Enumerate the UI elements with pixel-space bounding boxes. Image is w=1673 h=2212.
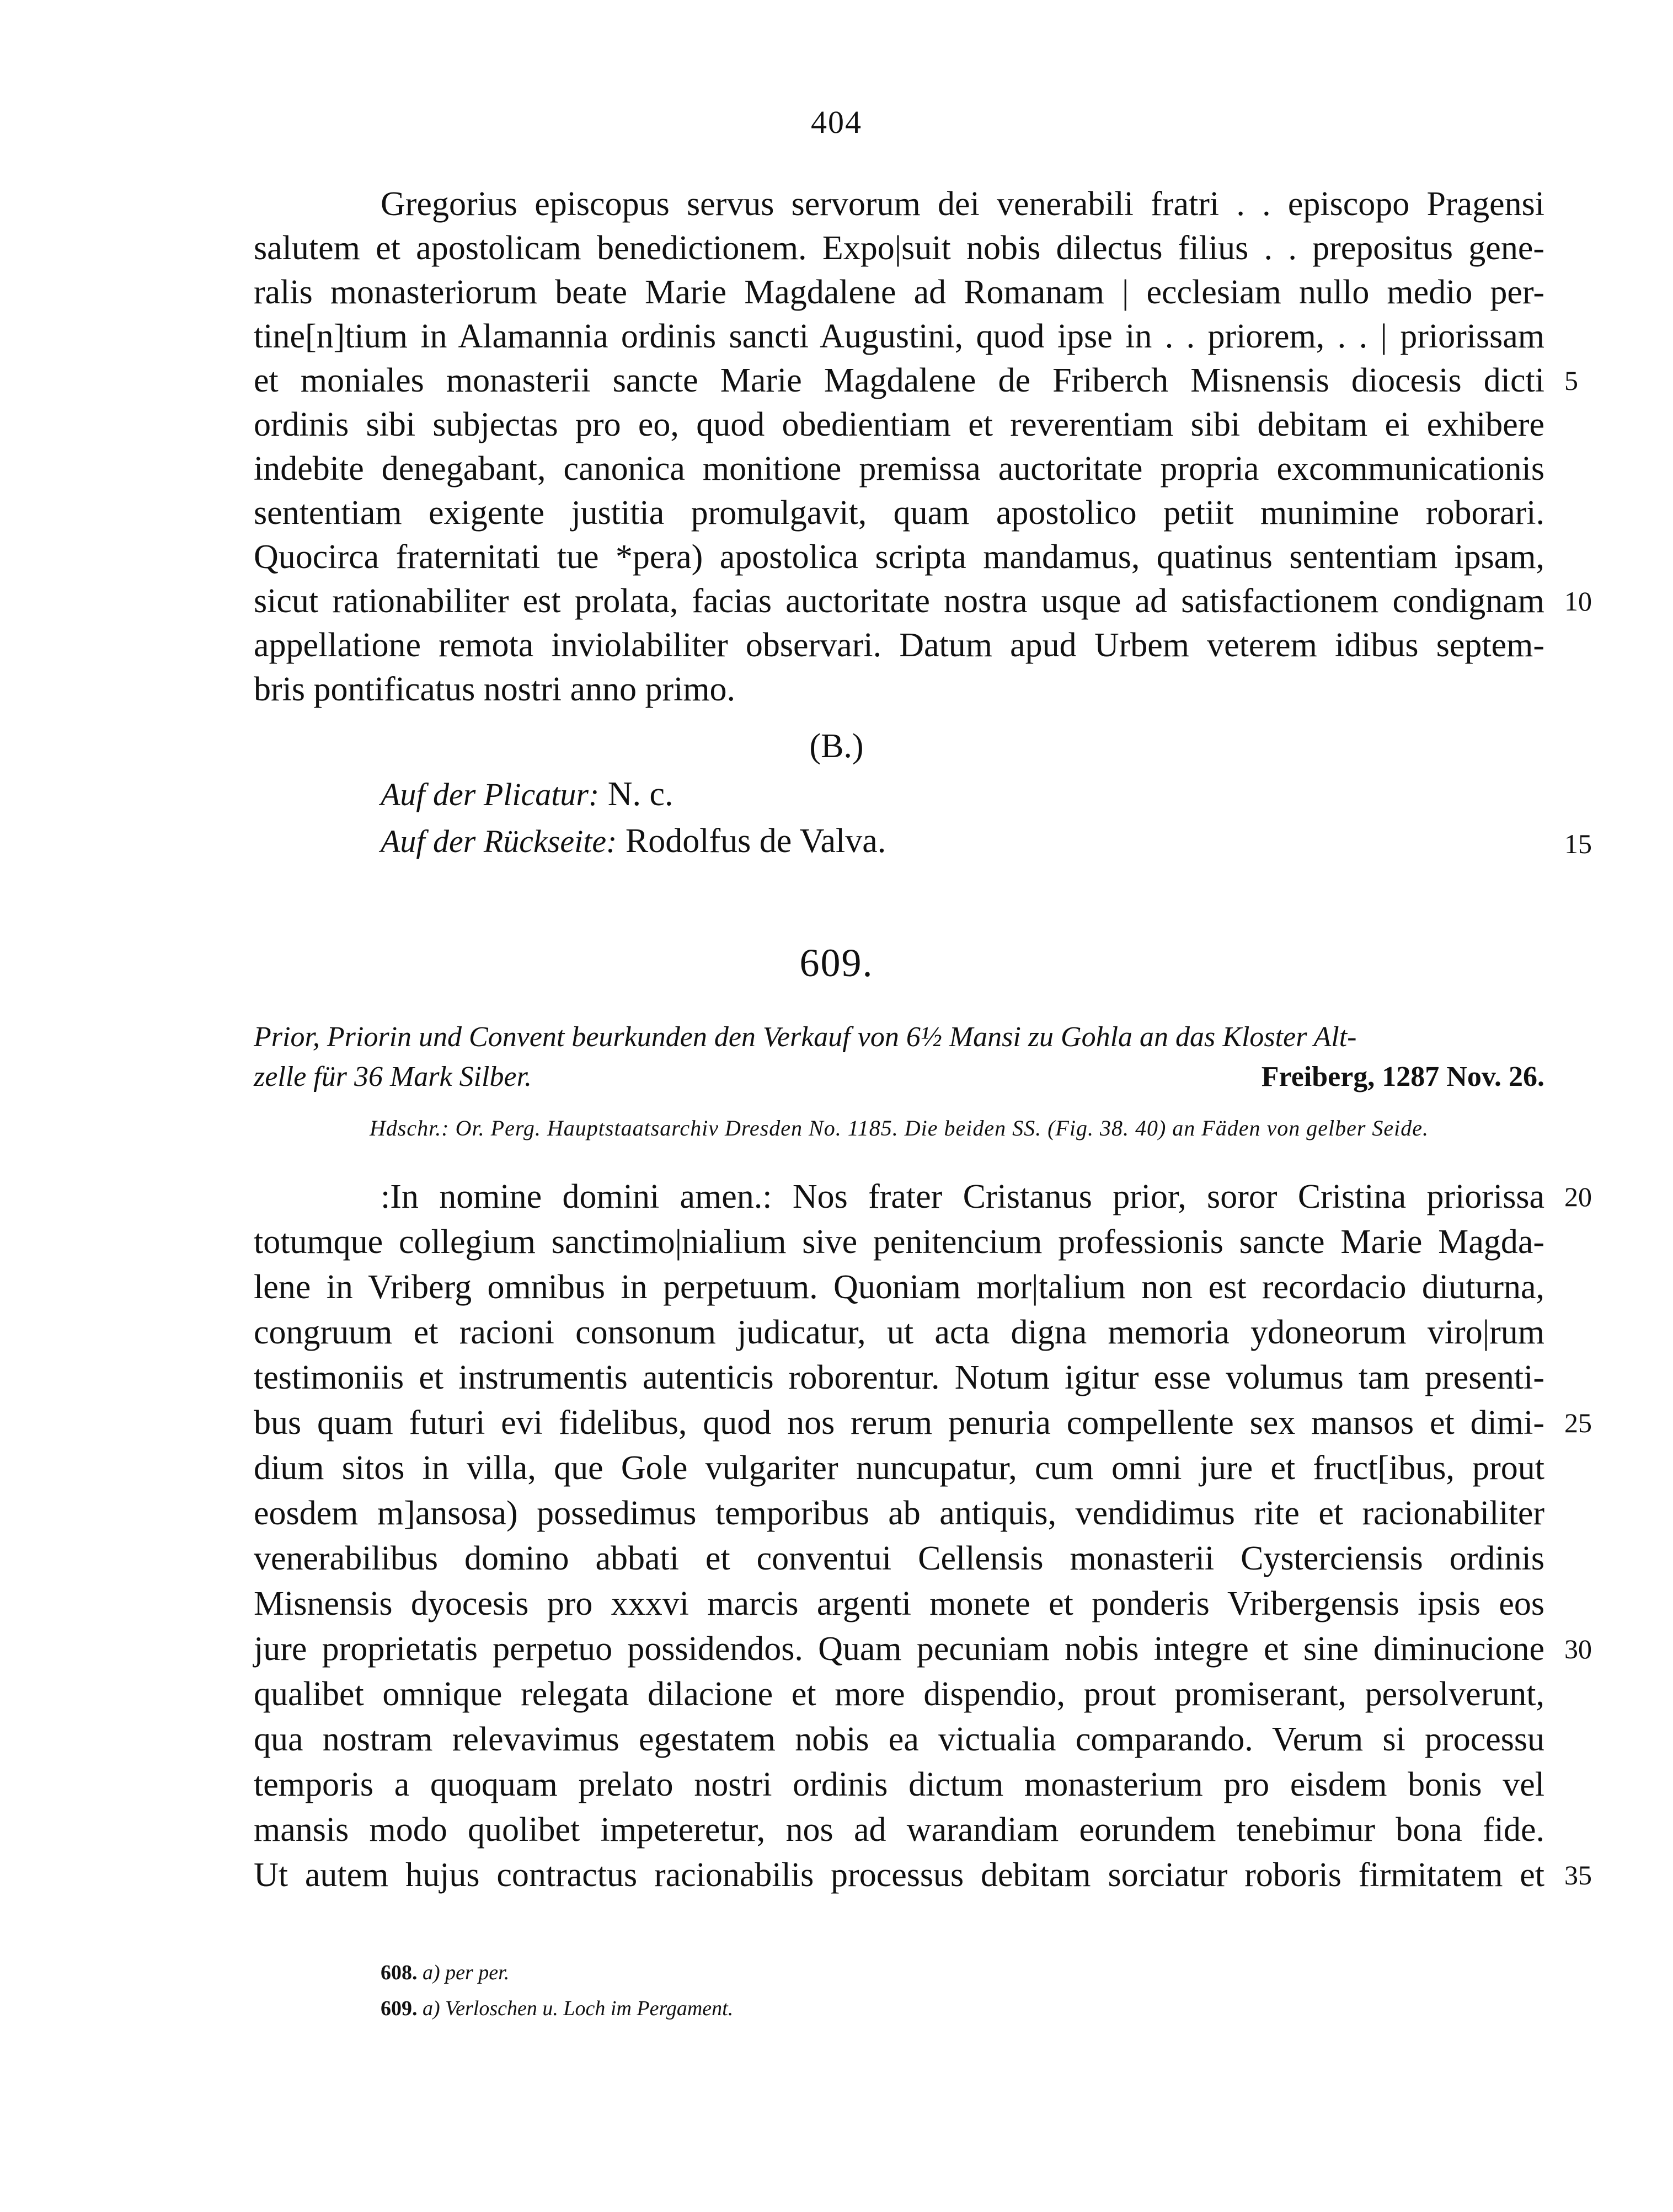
line-number: 5 xyxy=(1564,365,1578,396)
text-line: :In nomine domini amen.: Nos frater Cristanus prior, soror Cristina priorissa xyxy=(381,1178,1544,1215)
text-line: eosdem m]ansosa) possedimus temporibus ab antiquis, vendidimus rite et racionabiliter xyxy=(254,1495,1544,1532)
text-line: lene in Vriberg omnibus in perpetuum. Quoniam mor|talium non est recordacio diuturna, xyxy=(254,1268,1544,1306)
note-plicatur xyxy=(381,775,674,814)
footnote-text: a) per per. xyxy=(423,1961,510,1984)
text-line: congruum et racioni consonum judicatur, ut acta digna memoria ydoneorum viro|rum xyxy=(254,1314,1544,1351)
source-note: Hdschr.: Or. Perg. Hauptstaatsarchiv Dresden No. 1185. Die beiden SS. (Fig. 38. 40) an Fäden von gelber Seide. xyxy=(369,1116,1429,1140)
text-line: tine[n]tium in Alamannia ordinis sancti Augustini, quod ipse in . . priorem, . . | priorissam xyxy=(254,318,1544,355)
note-label: Auf der Plicatur: xyxy=(381,776,600,812)
regest xyxy=(254,1017,1544,1097)
text-line: sententiam exigente justitia promulgavit, quam apostolico petiit munimine roborari. xyxy=(254,494,1544,532)
text-line: temporis a quoquam prelato nostri ordinis dictum monasterium pro eisdem bonis vel xyxy=(254,1766,1544,1803)
text-line: totumque collegium sanctimo|nialium sive penitencium professionis sancte Marie Magda- xyxy=(254,1223,1544,1261)
text-line: Quocirca fraternitati tue *pera) apostolica scripta mandamus, quatinus sententiam ipsam, xyxy=(254,538,1544,576)
text-line: jure proprietatis perpetuo possidendos. Quam pecuniam nobis integre et sine diminucione xyxy=(254,1630,1544,1668)
footnote xyxy=(381,1996,733,2021)
line-number: 35 xyxy=(1564,1860,1592,1890)
place-date: Freiberg, 1287 Nov. 26. xyxy=(1261,1061,1544,1092)
text-line: Gregorius episcopus servus servorum dei venerabili fratri . . episcopo Pragensi xyxy=(381,185,1544,223)
text-line: Misnensis dyocesis pro xxxvi marcis argenti monete et ponderis Vribergensis ipsis eos xyxy=(254,1585,1544,1622)
text-line: venerabilibus domino abbati et conventui Cellensis monasterii Cysterciensis ordinis xyxy=(254,1540,1544,1577)
text-line: qua nostram relevavimus egestatem nobis ea victualia comparando. Verum si processu xyxy=(254,1721,1544,1758)
text-line: Ut autem hujus contractus racionabilis processus debitam sorciatur roboris firmitatem et xyxy=(254,1856,1544,1894)
note-text: N. c. xyxy=(607,775,674,813)
regest-line: Prior, Priorin und Convent beurkunden den Verkauf von 6½ Mansi zu Gohla an das Kloster Alt- xyxy=(254,1021,1357,1053)
footnote-number: 608. xyxy=(381,1961,418,1984)
text-line: salutem et apostolicam benedictionem. Expo|suit nobis dilectus filius . . prepositus gene- xyxy=(254,229,1544,267)
note-text: Rodolfus de Valva. xyxy=(625,822,886,860)
line-number: 15 xyxy=(1564,828,1592,859)
regest-line: zelle für 36 Mark Silber. xyxy=(254,1061,532,1092)
text-line: testimoniis et instrumentis autenticis roborentur. Notum igitur esse volumus tam presenti- xyxy=(254,1359,1544,1396)
footnote-text: a) Verloschen u. Loch im Pergament. xyxy=(423,1997,734,2020)
text-line: bus quam futuri evi fidelibus, quod nos rerum penuria compellente sex mansos et dimi- xyxy=(254,1404,1544,1442)
text-line: ralis monasteriorum beate Marie Magdalene ad Romanam | ecclesiam nullo medio per- xyxy=(254,274,1544,311)
line-number: 30 xyxy=(1564,1633,1592,1664)
text-line: ordinis sibi subjectas pro eo, quod obedientiam et reverentiam sibi debitam ei exhibere xyxy=(254,406,1544,443)
page-number: 404 xyxy=(811,104,862,140)
text-line: qualibet omnique relegata dilacione et more dispendio, prout promiserant, persolverunt, xyxy=(254,1675,1544,1713)
text-line: dium sitos in villa, que Gole vulgariter nuncupatur, cum omni jure et fruct[ibus, prout xyxy=(254,1449,1544,1487)
text-line: sicut rationabiliter est prolata, facias auctoritate nostra usque ad satisfactionem condignam xyxy=(254,582,1544,620)
text-line: bris pontificatus nostri anno primo. xyxy=(254,671,736,708)
doc-number: 609. xyxy=(799,941,874,985)
line-number: 20 xyxy=(1564,1181,1592,1212)
text-line: indebite denegabant, canonica monitione premissa auctoritate propria excommunicationis xyxy=(254,450,1544,488)
footnote xyxy=(381,1961,509,1985)
signum: (B.) xyxy=(809,727,864,765)
line-number: 10 xyxy=(1564,586,1592,617)
text-line: et moniales monasterii sancte Marie Magdalene de Friberch Misnensis diocesis dicti xyxy=(254,362,1544,399)
text-line: appellatione remota inviolabiliter observari. Datum apud Urbem veterem idibus septem- xyxy=(254,626,1544,664)
line-number: 25 xyxy=(1564,1407,1592,1438)
footnote-number: 609. xyxy=(381,1997,418,2020)
note-label: Auf der Rückseite: xyxy=(381,823,617,859)
text-line: mansis modo quolibet impeteretur, nos ad warandiam eorundem tenebimur bona fide. xyxy=(254,1811,1544,1849)
note-rueckseite xyxy=(381,822,886,861)
